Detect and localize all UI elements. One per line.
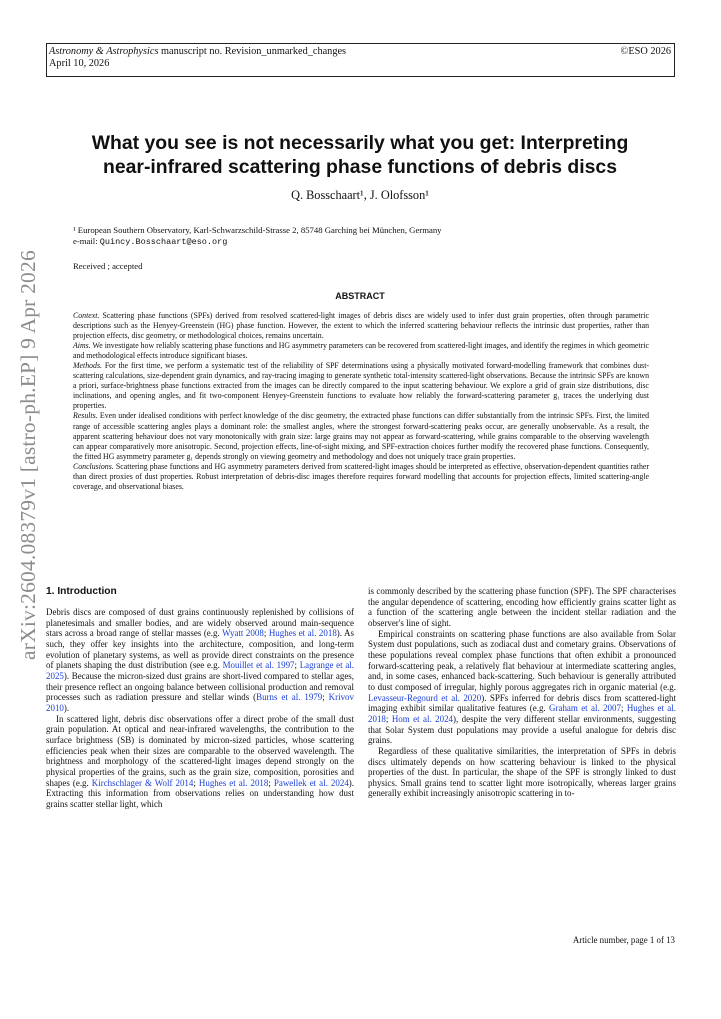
- arxiv-stamp: arXiv:2604.08379v1 [astro-ph.EP] 9 Apr 2026: [16, 250, 40, 660]
- intro-paragraph-5: Regardless of these qualitative similarities, the interpretation of SPFs in debris discs ultimately depends on how scattering behaviour is linked to the physical properties of the dust. In particular, the shape of the SPF is strongly linked to dust physics. Small grains tend to scatter light more isotropically, whereas larger grains generally exhibit increasingly anisotropic scattering in to-: [368, 745, 676, 799]
- manuscript-label: manuscript no. Revision_unmarked_changes: [158, 46, 347, 57]
- intro-paragraph-4: [368, 629, 676, 746]
- text: In scattered light, debris disc observations offer a direct probe of the small dust grain population. At optical and near-infrared wavelengths, the contribution to the surface brightness (SB) is dominated by micron-sized particles, whose scattering efficiencies peak when their sizes are comparable to the observed wavelength. The brightness and morphology of the scattered-light images depend strongly on the physical properties of the grains, such as the grain size, composition, porosities and shapes (e.g.: [46, 713, 354, 788]
- text: Empirical constraints on scattering phase functions are also available from Solar System dust populations, such as zodiacal dust and cometary grains. Observations of these populations reveal complex phase functions that often exhibit a pronounced forward-scattering peak, a relatively flat behaviour at intermediate scattering angles, and, in some cases, enhanced back-scattering. Such behaviour is generally attributed to dust composed of irregular, highly porous aggregates rich in organic material (e.g.: [368, 628, 676, 692]
- text: ). As such, they offer key insights into the architecture, composition, and long-term evolution of planetary systems, as well as provide direct constraints on the presence of planets shaping the dust distribution (see e.g.: [46, 628, 354, 671]
- abstract-heading: ABSTRACT: [335, 291, 385, 301]
- citation-link[interactable]: Hughes et al. 2018: [198, 777, 269, 788]
- intro-paragraph-3: is commonly described by the scattering phase function (SPF). The SPF characterises the angular dependence of scattering, encoding how efficiently grains scatter light as a function of the scattering angle between the incident stellar radiation and the observer's line of sight.: [368, 586, 676, 628]
- citation-link[interactable]: Levasseur-Regourd et al. 2020: [368, 692, 482, 703]
- text: ;: [620, 703, 627, 714]
- text: ).: [63, 702, 70, 713]
- abstract-context: [73, 311, 649, 341]
- abstract-results: [73, 411, 649, 461]
- citation-link[interactable]: Lagrange et al. 2025: [46, 660, 355, 681]
- header-date: April 10, 2026: [49, 57, 110, 69]
- affiliation-block: [73, 225, 673, 248]
- intro-paragraph-1: [46, 607, 354, 714]
- citation-link[interactable]: Graham et al. 2007: [549, 703, 621, 714]
- authors: Q. Bosschaart¹, J. Olofsson¹: [291, 188, 429, 202]
- citation-link[interactable]: Pawellek et al. 2024: [273, 777, 349, 788]
- conclusions-text: Scattering phase functions and HG asymmetry parameters derived from scattered-light images should be interpreted as effective, observation-dependent quantities rather than direct proxies of dust properties. Robust interpretation of debris-disc images therefore requires forward modelling that accounts for projection effects, limited scattering-angle coverage, and observational biases.: [73, 461, 649, 491]
- text: ;: [322, 692, 329, 703]
- section-heading: 1. Introduction: [46, 586, 117, 597]
- text: ). SPFs inferred for debris discs from scattered-light imaging exhibit similar qualitative features (e.g.: [368, 692, 676, 714]
- citation-link[interactable]: Krivov 2010: [46, 692, 354, 713]
- text: ;: [193, 777, 199, 788]
- received-accepted: Received ; accepted: [73, 261, 143, 271]
- citation-link[interactable]: Kirchschlager & Wolf 2014: [91, 777, 194, 788]
- left-column: [46, 607, 354, 809]
- citation-link[interactable]: Wyatt 2008: [222, 628, 264, 639]
- citation-link[interactable]: Hom et al. 2024: [391, 713, 454, 724]
- copyright: ©ESO 2026: [620, 46, 671, 57]
- methods-label: Methods.: [73, 361, 102, 371]
- context-text: Scattering phase functions (SPFs) derived from resolved scattered-light images of debris discs are widely used to infer dust grain properties, often through parametric descriptions such as the Henyey-Greenstein (HG) phase function. However, the extent to which the inferred scattering behaviour reflects the intrinsic dust properties, rather than projection effects, disc geometry, or methodological choices, remains uncertain.: [73, 311, 649, 341]
- affiliation: ¹ European Southern Observatory, Karl-Schwarzschild-Strasse 2, 85748 Garching bei München, Germany: [73, 225, 442, 235]
- abstract-aims: [73, 341, 649, 361]
- text: ), despite the very different stellar environments, suggesting that Solar System dust populations may provide a useful analogue for debris disc grains.: [368, 713, 677, 746]
- text: ;: [268, 777, 274, 788]
- text: ;: [263, 628, 269, 639]
- paper-title: [60, 131, 660, 179]
- email-line: [73, 236, 673, 248]
- abstract: [73, 311, 649, 492]
- text: ;: [294, 660, 300, 671]
- citation-link[interactable]: Burns et al. 1979: [256, 692, 323, 703]
- abstract-conclusions: [73, 462, 649, 492]
- context-label: Context.: [73, 311, 100, 320]
- text: ). Because the micron-sized dust grains are short-lived compared to stellar ages, their presence reflect an ongoing balance between collisional production and removal processes such as radiation pressure and stellar winds (: [46, 670, 354, 703]
- journal-line: [49, 46, 670, 58]
- title-line-1: What you see is not necessarily what you get: Interpreting: [91, 132, 629, 154]
- conclusions-label: Conclusions.: [73, 461, 114, 471]
- citation-link[interactable]: Hughes et al. 2018: [368, 703, 676, 724]
- citation-link[interactable]: Mouillet et al. 1997: [222, 660, 295, 671]
- email-label: e-mail:: [73, 236, 100, 246]
- aims-label: Aims.: [73, 341, 91, 351]
- page-footer: Article number, page 1 of 13: [572, 935, 675, 945]
- methods-text: For the first time, we perform a systematic test of the reliability of SPF determinations using a physically motivated forward-modelling framework that combines dust-scattering calculations, size-dependent grain dynamics, and ray-tracing imaging to generate synthetic total-intensity scattered-light observations. Because the intrinsic SPFs are known a priori, surface-brightness phase functions extracted from the images can be directly compared to the input scattering behaviour. We explore a grid of grain size distributions, disc inclinations, and opening angles, and fit two-component Henyey-Greenstein functions to evaluate how reliably the forward-scattering parameter g₁ traces the underlying dust properties.: [73, 361, 649, 411]
- intro-paragraph-2: [46, 714, 354, 810]
- abstract-methods: [73, 361, 649, 411]
- email-link[interactable]: Quincy.Bosschaart@eso.org: [99, 237, 228, 247]
- aims-text: We investigate how reliably scattering phase functions and HG asymmetry parameters can be recovered from scattered-light images, and identify the regimes in which geometric and methodological effects introduce significant biases.: [73, 341, 649, 361]
- right-column: [368, 586, 676, 799]
- journal-header-box: [46, 43, 675, 77]
- text: ;: [385, 713, 392, 724]
- citation-link[interactable]: Hughes et al. 2018: [268, 628, 337, 639]
- text: ). Extracting this information from observations relies on understanding how dust grains scatter stellar light, which: [46, 777, 355, 809]
- text: Debris discs are composed of dust grains continuously replenished by collisions of planetesimals and smaller bodies, and are widely observed around main-sequence stars across a broad range of stellar masses (e.g.: [46, 607, 354, 639]
- journal-name: Astronomy & Astrophysics: [49, 46, 159, 57]
- results-text: Even under idealised conditions with perfect knowledge of the disc geometry, the extracted phase functions can differ substantially from the intrinsic SPFs. First, the limited range of accessible scattering angles plays a dominant role: the smallest angles, where the strongest forward-scattering peaks occur, are generally unobservable. As a result, the apparent scattering behaviour does not vary monotonically with grain size: large grains may not appear as forward-scattering, while grains comparable to the observing wavelength can appear comparatively more anisotropic. Second, projection effects, line-of-sight mixing, and SPF-extraction choices further modify the recovered phase functions. Consequently, the fitted HG asymmetry parameter g₁ depends strongly on viewing geometry and methodology and does not uniquely trace grain properties.: [73, 411, 649, 461]
- title-line-2: near-infrared scattering phase functions of debris discs: [103, 156, 617, 178]
- results-label: Results.: [73, 411, 98, 421]
